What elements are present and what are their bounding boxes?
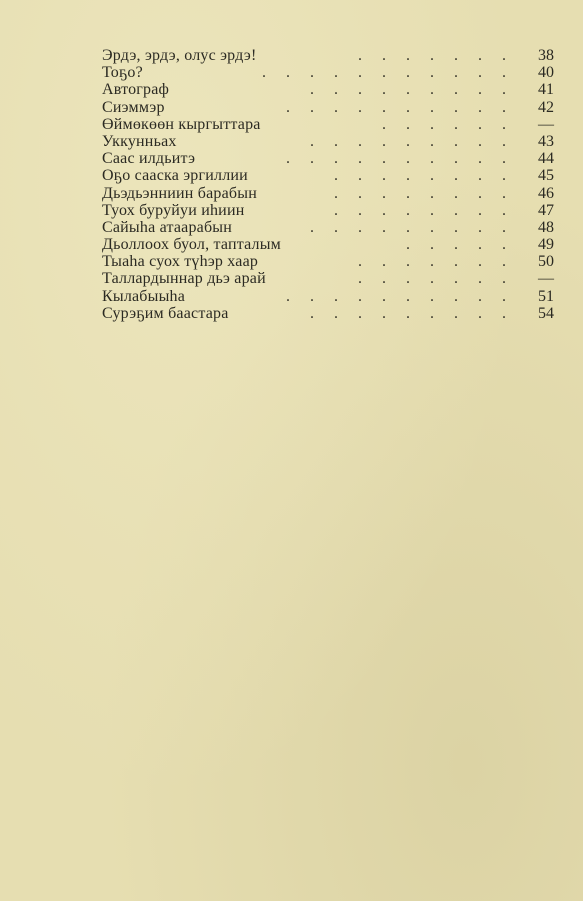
- toc-entry: [102, 305, 554, 322]
- toc-entry: [102, 133, 554, 150]
- toc-dot-leader: . . . . . . .: [358, 47, 514, 64]
- toc-entry-title: Сайыһа атаарабын: [102, 218, 233, 236]
- toc-page-number: 48: [538, 218, 554, 236]
- toc-entry: [102, 185, 554, 202]
- toc-page-number: 45: [538, 167, 554, 185]
- toc-dot-leader: . . . . . . . . . . .: [262, 64, 514, 82]
- toc-dot-leader: . . . . . . . .: [334, 184, 514, 202]
- toc-entry: [102, 167, 554, 184]
- toc-page-number: 46: [538, 184, 554, 202]
- toc-page-number: 44: [538, 150, 554, 168]
- table-of-contents: [102, 47, 554, 322]
- toc-entry-title: Автограф: [102, 81, 170, 99]
- toc-entry-title: Таллардыннар дьэ арай: [102, 270, 266, 288]
- toc-page-number: 51: [538, 287, 554, 305]
- toc-dot-leader: . . . . . . .: [358, 270, 514, 288]
- toc-dot-leader: . . . . . . . . .: [310, 132, 514, 150]
- toc-entry: [102, 47, 554, 64]
- toc-page-number: 50: [538, 253, 554, 271]
- toc-dot-leader: . . . . . . . .: [334, 167, 514, 185]
- toc-entry: [102, 270, 554, 287]
- toc-page-number: —: [538, 115, 554, 133]
- toc-entry: [102, 99, 554, 116]
- toc-dot-leader: . . . . . . . . .: [310, 81, 514, 99]
- toc-page-number: 41: [538, 81, 554, 99]
- toc-dot-leader: . . . . .: [406, 236, 514, 254]
- toc-entry-title: Өймөкөөн кыргыттара: [102, 115, 261, 133]
- toc-dot-leader: . . . . . .: [382, 115, 514, 133]
- toc-entry-title: Тыаһа суох түһэр хаар: [102, 253, 259, 271]
- toc-page-number: —: [538, 270, 554, 288]
- toc-entry-title: Эрдэ, эрдэ, олус эрдэ!: [102, 47, 257, 64]
- toc-entry-title: Кылабыыһа: [102, 287, 186, 305]
- toc-entry: [102, 236, 554, 253]
- toc-entry: [102, 219, 554, 236]
- toc-dot-leader: . . . . . . .: [358, 253, 514, 271]
- toc-page-number: 42: [538, 98, 554, 116]
- toc-page-number: 43: [538, 132, 554, 150]
- toc-dot-leader: . . . . . . . . . .: [286, 98, 514, 116]
- toc-page-number: 40: [538, 64, 554, 82]
- toc-entry-title: Тоҕо?: [102, 64, 143, 82]
- toc-entry-title: Сиэммэр: [102, 98, 165, 116]
- toc-dot-leader: . . . . . . . . . .: [286, 150, 514, 168]
- toc-page-number: 54: [538, 304, 554, 322]
- toc-dot-leader: . . . . . . . . .: [310, 304, 514, 322]
- toc-entry-title: Саас илдьитэ: [102, 150, 196, 168]
- toc-entry: [102, 253, 554, 270]
- toc-dot-leader: . . . . . . . .: [334, 201, 514, 219]
- toc-entry: [102, 288, 554, 305]
- toc-entry: [102, 202, 554, 219]
- toc-entry-title: Сурэҕим баастара: [102, 304, 229, 322]
- toc-dot-leader: . . . . . . . . . .: [286, 287, 514, 305]
- toc-page-number: 47: [538, 201, 554, 219]
- toc-dot-leader: . . . . . . . . .: [310, 218, 514, 236]
- toc-entry-title: Уккунньах: [102, 132, 177, 150]
- toc-entry: [102, 81, 554, 98]
- toc-entry-title: Оҕо сааска эргиллии: [102, 167, 248, 185]
- toc-entry-title: Дьоллоох буол, тапталым: [102, 236, 282, 254]
- toc-entry: [102, 150, 554, 167]
- toc-page-number: 49: [538, 236, 554, 254]
- toc-entry: [102, 64, 554, 81]
- toc-entry-title: Туох буруйуи иһиин: [102, 201, 245, 219]
- toc-entry: [102, 116, 554, 133]
- toc-entry-title: Дьэдьэнниин барабын: [102, 184, 257, 202]
- toc-page-number: 38: [538, 47, 554, 64]
